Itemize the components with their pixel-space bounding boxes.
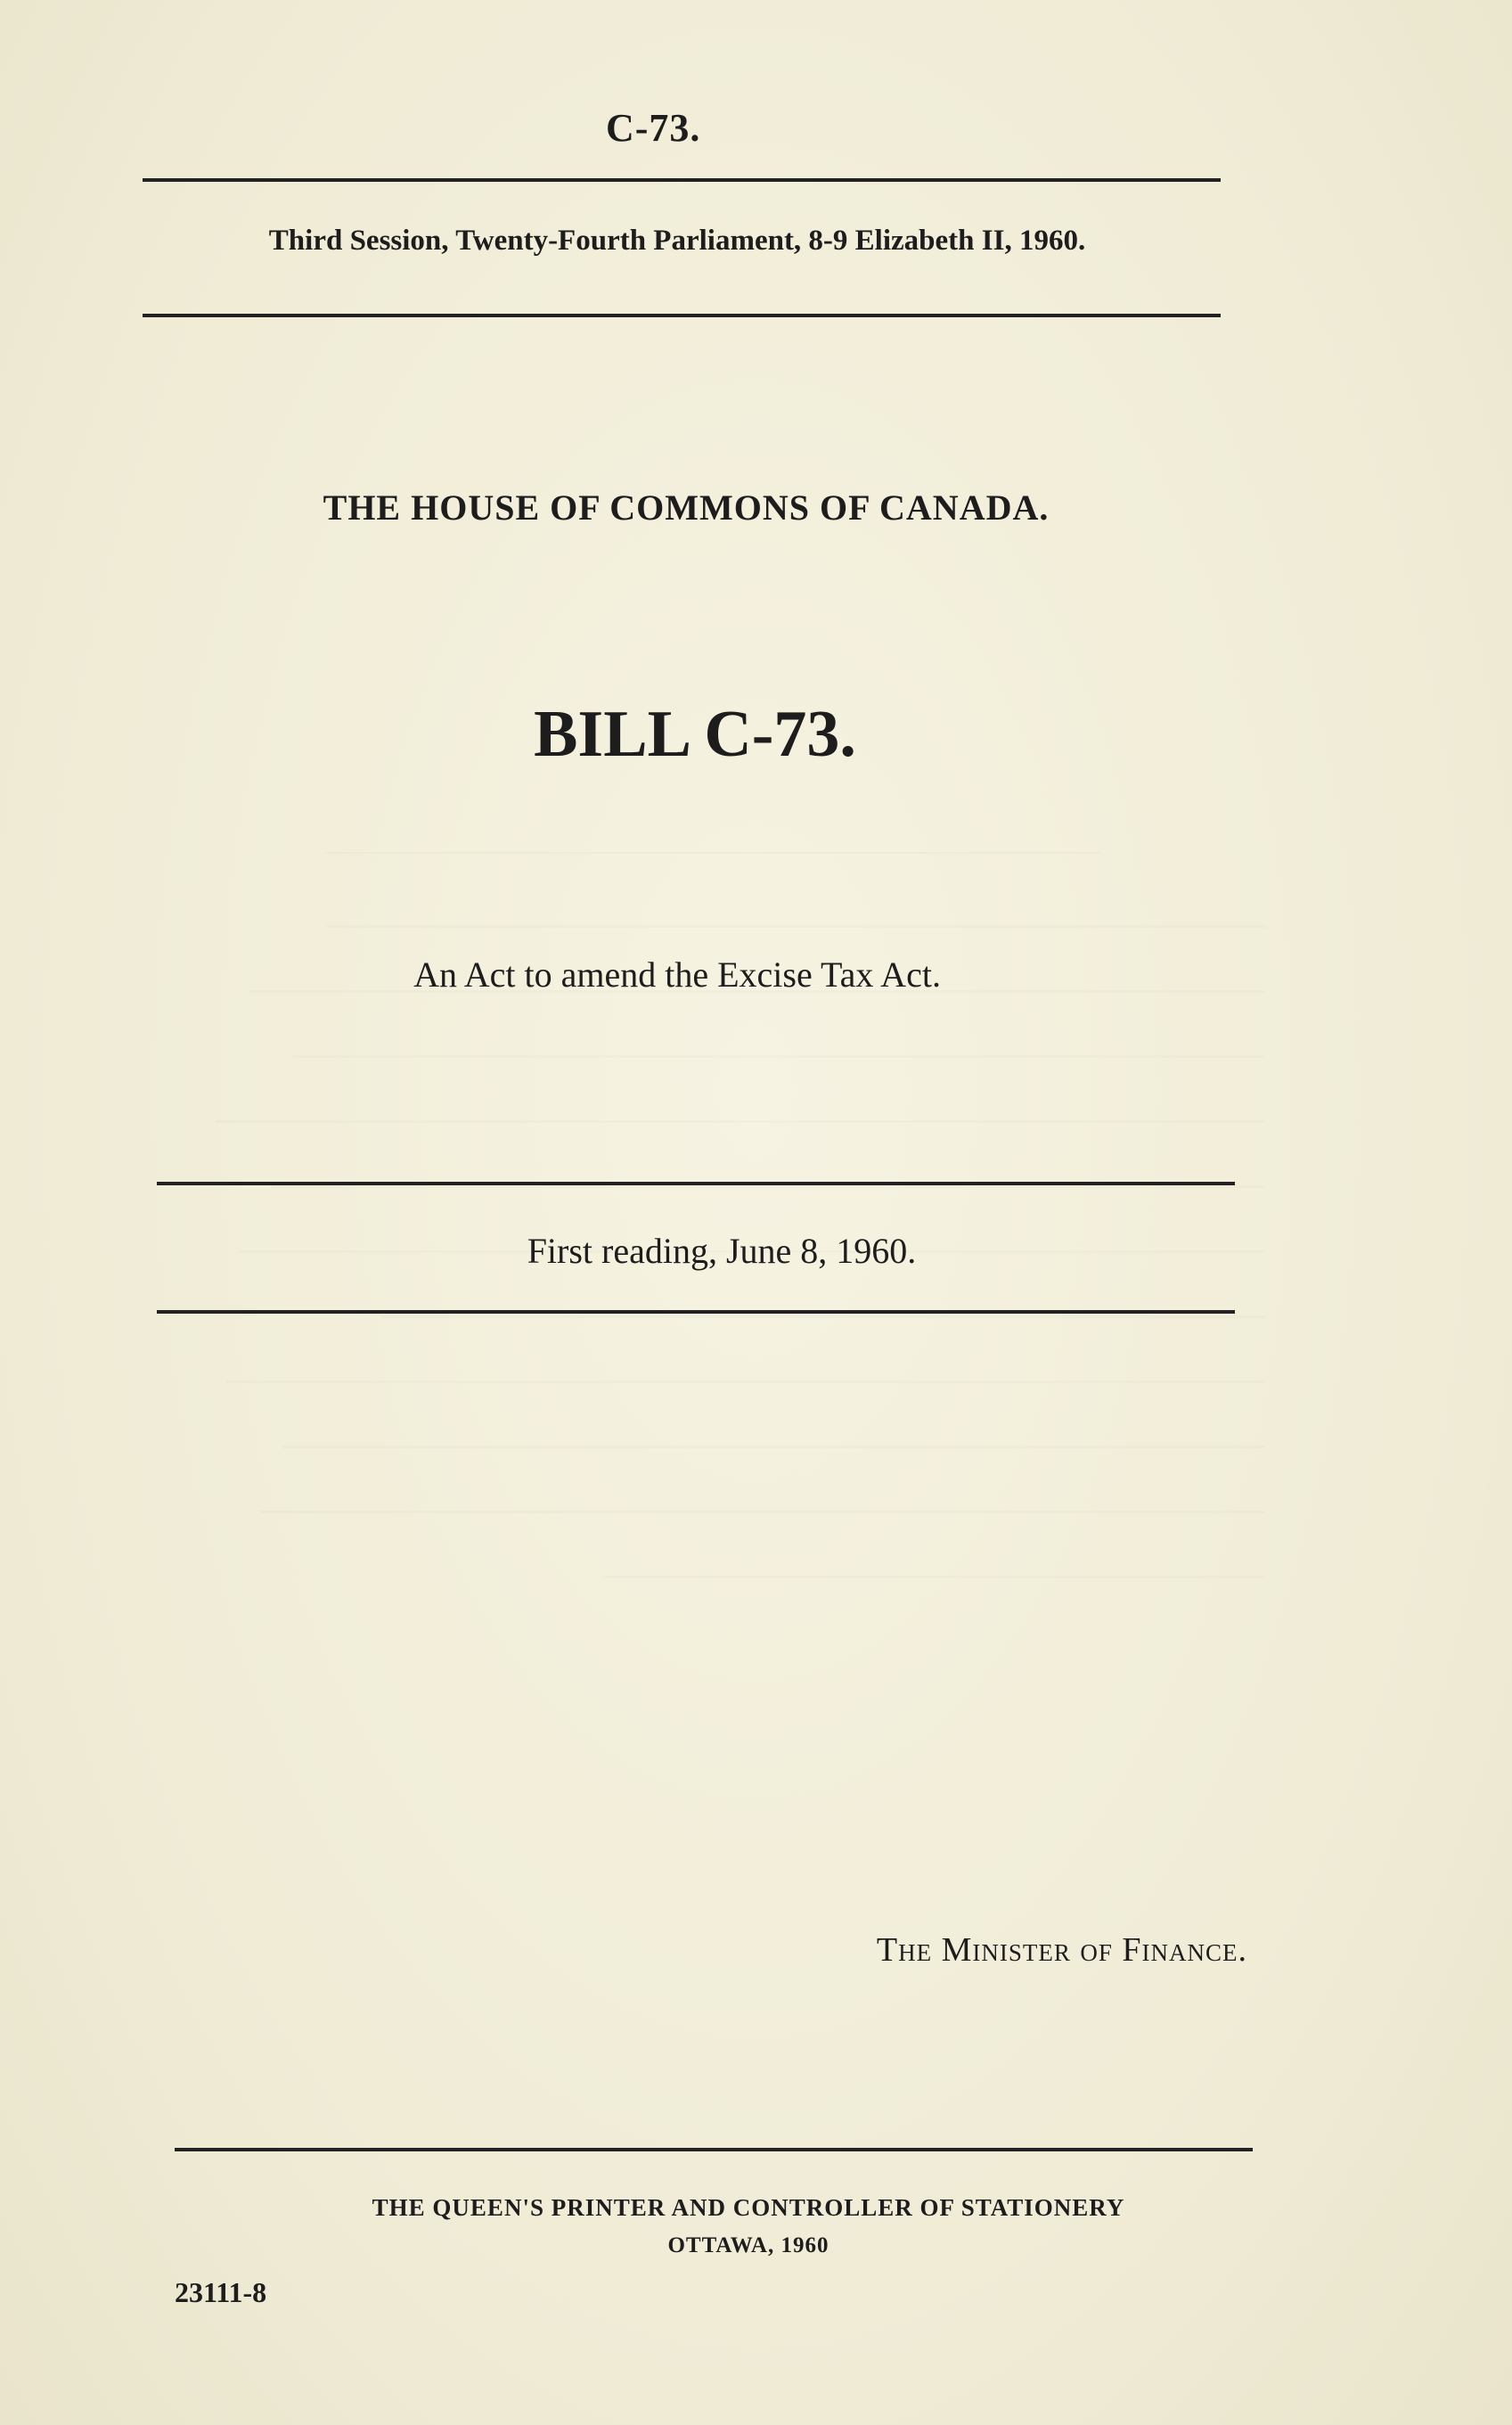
session-line: Third Session, Twenty-Fourth Parliament, 8-9 Elizabeth II, 1960.: [268, 225, 1086, 257]
house-of-commons-heading: THE HOUSE OF COMMONS OF CANADA.: [323, 487, 1050, 528]
printer-city-year: OTTAWA, 1960: [667, 2233, 830, 2257]
first-reading-line: First reading, June 8, 1960.: [527, 1231, 917, 1271]
sponsoring-minister: The Minister of Finance.: [876, 1931, 1247, 1969]
print-code: 23111-8: [175, 2276, 267, 2308]
first-reading-top-rule: [157, 1182, 1235, 1185]
reverse-side-show-through: [160, 802, 1265, 1605]
footer-rule: [175, 2148, 1253, 2151]
top-rule: [143, 178, 1221, 182]
session-rule: [143, 314, 1221, 317]
first-reading-bottom-rule: [157, 1310, 1235, 1314]
bill-title: BILL C-73.: [534, 698, 856, 771]
printer-imprint: THE QUEEN'S PRINTER AND CONTROLLER OF STATIONERY: [372, 2194, 1125, 2221]
act-title: An Act to amend the Excise Tax Act.: [413, 954, 941, 995]
bill-cover-page: C-73. Third Session, Twenty-Fourth Parliament, 8-9 Elizabeth II, 1960. THE HOUSE OF COMMONS OF CANADA. BILL C-73. An Act to amend the Excise Tax Act. First reading, June 8, 1960. The Minister of Finance. THE QUEEN'S PRINTER AND CONTROLLER OF STATIONERY OTTAWA, 1960 23111-8: [0, 0, 1512, 2425]
